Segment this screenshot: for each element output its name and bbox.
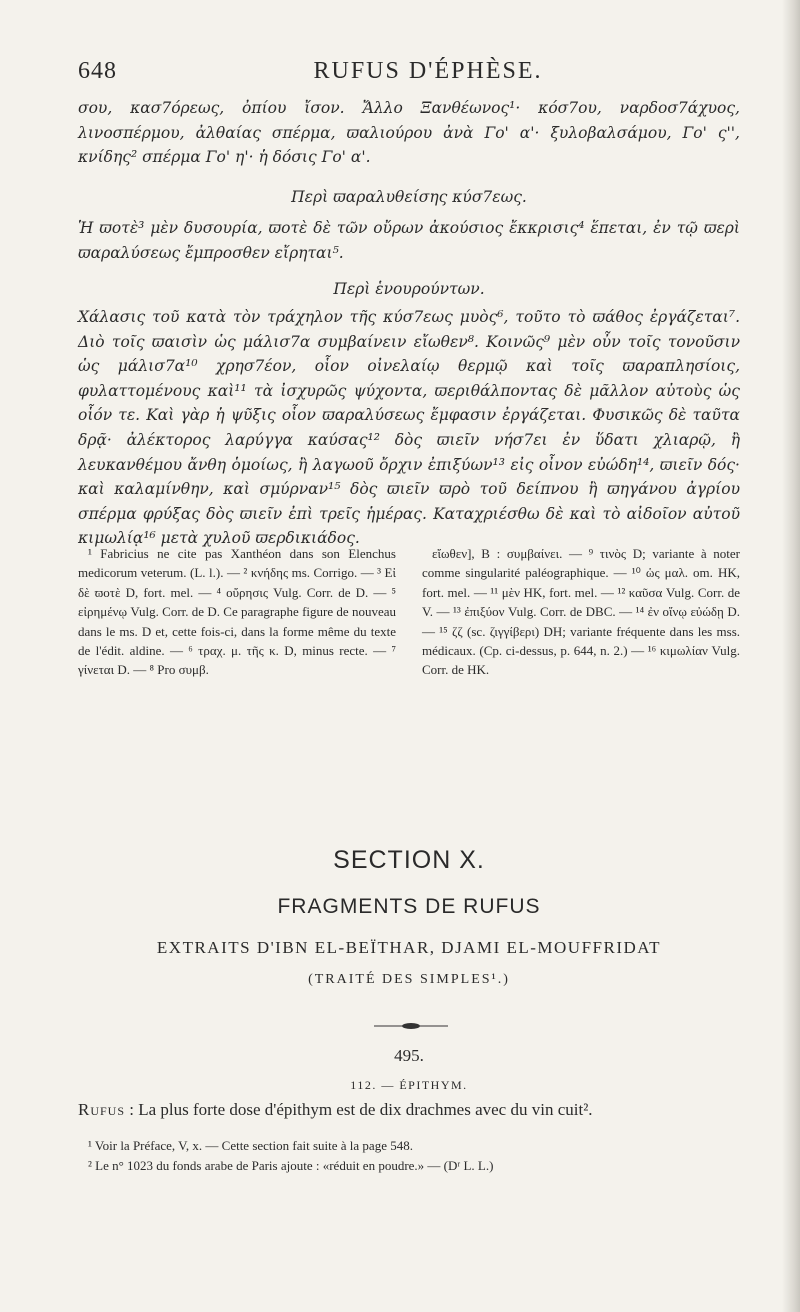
extracts-subtitle: EXTRAITS D'IBN EL-BEÏTHAR, DJAMI EL-MOUFFRIDAT: [156, 938, 662, 957]
greek-paragraph-2: Ἡ ϖοτὲ³ μὲν δυσουρία, ϖοτὲ δὲ τῶν οὔρων ἀκούσιος ἔκκρισις⁴ ἕπεται, ἐν τῷ ϖερὶ ϖαραλύσεως ἔμπροσθεν εἴρηται⁵.: [78, 219, 740, 262]
greek-heading-2: Περὶ ἑνουρούντων.: [333, 280, 485, 298]
greek-paragraph-3: Χάλασις τοῦ κατὰ τὸν τράχηλον τῆς κύσ7εως μυὸς⁶, τοῦτο τὸ ϖάθος ἐργάζεται⁷. Διὸ τοῖς ϖαισὶν ὡς μάλισ7α συμβαίνειν εἴωθεν⁸. Κοινῶς⁹ μὲν οὖν τοῖς τονοῦσιν ὡς μάλισ7α¹⁰ χρησ7έον, οἷον οἰνελαίῳ θερμῷ καὶ τοῖς ϖαραπλησίοις, φυλαττομένους καὶ¹¹ τὰ ἰσχυρῶς ψύχοντα, ϖεριθάλποντας δὲ μᾶλλον αὐτοὺς ὡς οἷόν τε. Καὶ γὰρ ἡ ψῦξις οἷον ϖαραλύσεως ἔμφασιν ἐργάζεται. Φυσικῶς δὲ ταῦτα δρᾷ· ἀλέκτορος λαρύγγα καύσας¹² δὸς ϖιεῖν νήσ7ει ἐν ὕδατι χλιαρῷ, ἢ λευκανθέμου ἄνθη ὁμοίως, ἢ λαγωοῦ ὄρχιν ἐπιξύων¹³ εἰς οἶνον εὐώδη¹⁴, ϖιεῖν δός· καὶ καλαμίνθην, καὶ σμύρναν¹⁵ δὸς ϖιεῖν ϖρὸ τοῦ δείπνου ἢ ϖηγάνου ἀγρίου σπέρμα φρύξας δὸς ϖιεῖν ἐπὶ τρεῖς ἡμέρας. Καταχριέσθω δὲ καὶ τὸ αἰδοῖον αὐτοῦ κιμωλίᾳ¹⁶ μετὰ χυλοῦ ϖερδικιάδος.: [78, 308, 740, 548]
section-footnote-1: ¹ Voir la Préface, V, x. — Cette section fait suite à la page 548.: [88, 1138, 413, 1153]
section-footnote-2: ² Le n° 1023 du fonds arabe de Paris ajoute : «réduit en poudre.» — (Dʳ L. L.): [88, 1158, 494, 1173]
page-header: [78, 58, 738, 88]
fragment-subheading: 112. — ÉPITHYM.: [350, 1078, 468, 1092]
footnotes: [78, 544, 740, 754]
author-name: Rufus: [78, 1100, 126, 1119]
section-title: SECTION X.: [333, 846, 485, 874]
fragment-text: [78, 1100, 740, 1120]
footnote-text: ¹ Fabricius ne cite pas Xanthéon dans son Elenchus medicorum veterum. (L. l.). — ² κνήδης ms. Corrigo. — ³ Εἰ δὲ ϖοτὲ D, fort. mel. — ⁴ οὔρησις Vulg. Corr. de D. — ⁵ εἰρημένῳ Vulg. Corr. de D. Ce paragraphe figure de nouveau dans le ms. D et, cette fois-ci, dans la forme même du texte de l'édit. aldine. — ⁶ τραχ. μ. τῆς κ. D, minus recte. — ⁷ γίνεται D. — ⁸ Pro συμβ.: [78, 546, 396, 678]
footnote-text: εἴωθεν], B : συμβαίνει. — ⁹ τινὸς D; variante à noter comme singularité paléographique. — ¹⁰ ὡς μαλ. om. HK, fort. mel. — ¹¹ μὲν HK, fort. mel. — ¹² καῦσα Vulg. Corr. de V. — ¹³ ἐπιξύον Vulg. Corr. de DBC. — ¹⁴ ἐν οἴνῳ εὐώδῃ D. — ¹⁵ ζζ (sc. ζιγγίβερι) DH; variante fréquente dans les mss. médicaux. (Cp. ci-dessus, p. 644, n. 2.) — ¹⁶ κιμωλίαν Vulg. Corr. de HK.: [422, 546, 740, 678]
ornament-divider: [374, 1020, 448, 1032]
running-title: RUFUS D'ÉPHÈSE.: [313, 58, 543, 84]
page-edge-shadow: [782, 0, 800, 1312]
fragment-body: : La plus forte dose d'épithym est de dix drachmes avec du vin cuit².: [125, 1100, 593, 1119]
greek-paragraph-1: σου, κασ7όρεως, ὀπίου ἴσον. Ἄλλο Ξανθέωνος¹· κόσ7ου, ναρδοσ7άχυος, λινοσπέρμου, ἀλθαίας σπέρμα, ϖαλιούρου ἀνὰ Γο' α'· ξυλοβαλσάμου, Γο' ς'', κνίδης² σπέρμα Γο' η'· ἡ δόσις Γο' α'.: [78, 99, 740, 167]
greek-heading-1: Περὶ ϖαραλυθείσης κύσ7εως.: [291, 188, 527, 206]
treatise-subtitle: (TRAITÉ DES SIMPLES¹.): [308, 972, 510, 987]
fragments-title: FRAGMENTS DE RUFUS: [277, 895, 541, 918]
page-number: 648: [78, 58, 117, 84]
fragment-number: 495.: [394, 1046, 424, 1065]
footnotes-right-column: [422, 544, 740, 680]
section-footnotes: [78, 1136, 740, 1176]
footnotes-left-column: [78, 544, 396, 680]
